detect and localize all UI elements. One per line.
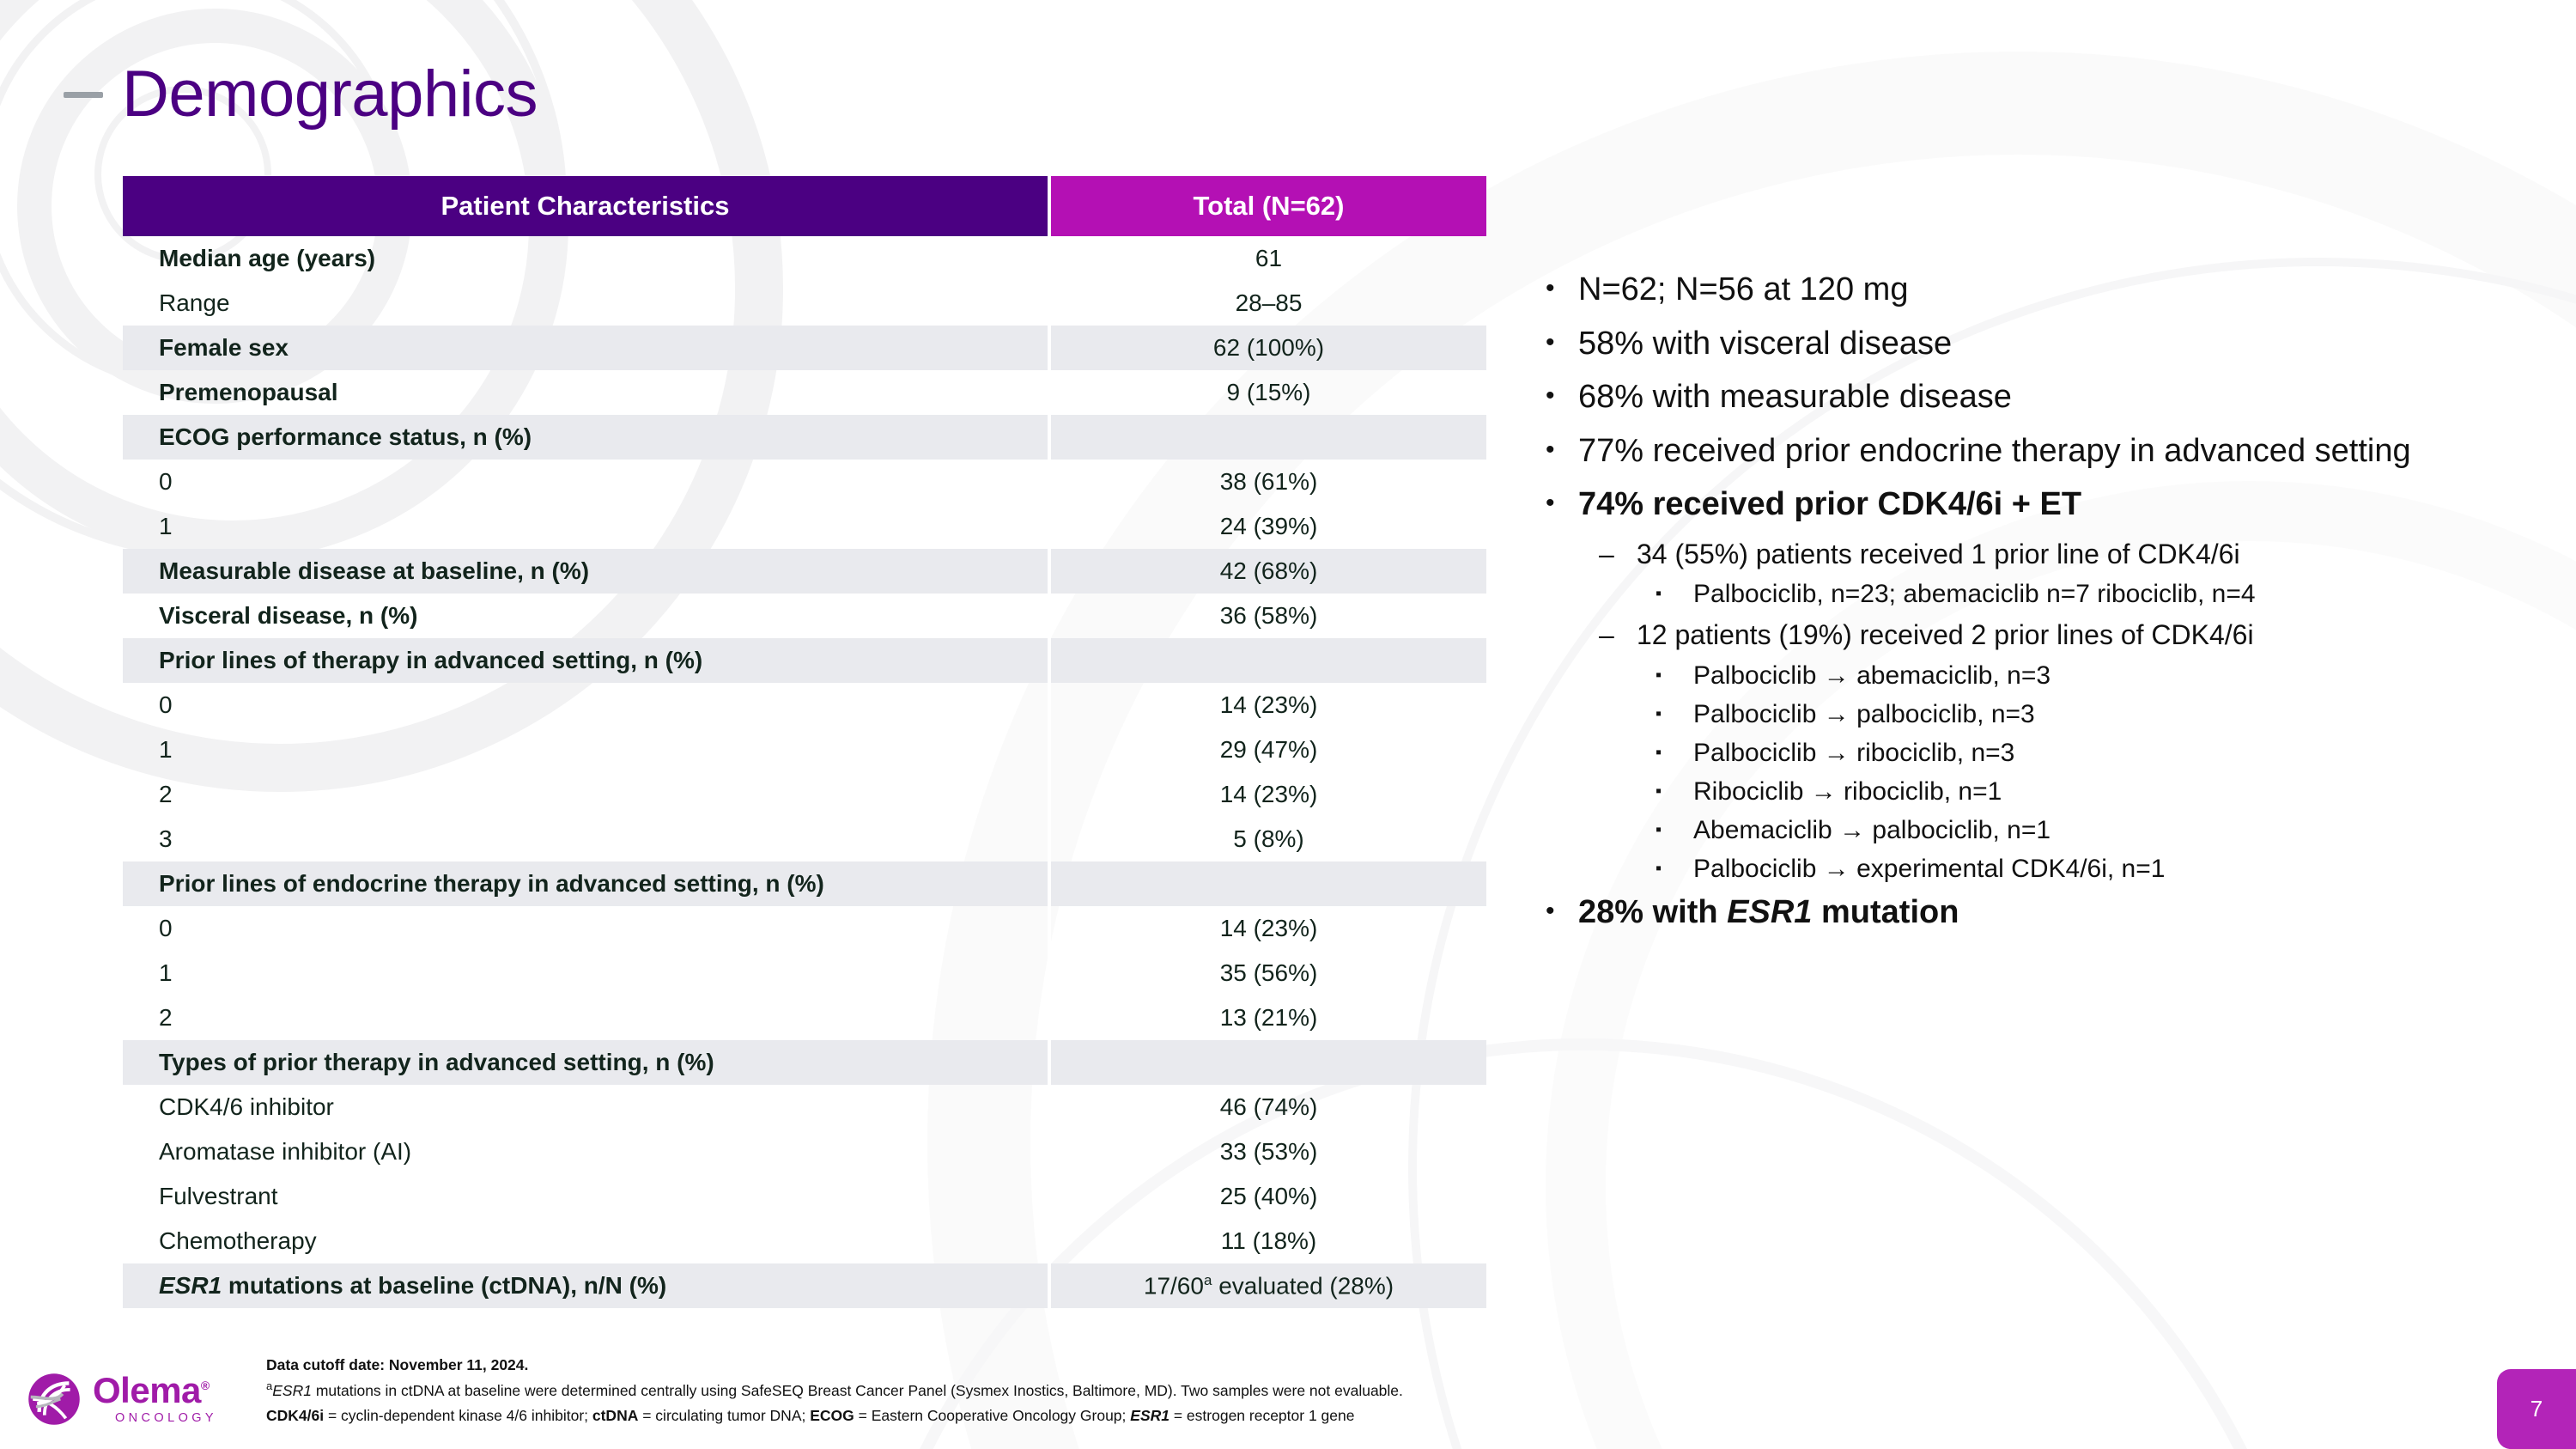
slide-title-row [64,58,538,131]
table-row [123,817,1486,861]
table-cell-value: 13 (21%) [1048,995,1486,1040]
bullet-text: Palbociclib, n=23; abemaciclib n=7 ribociclib, n=4 [1693,580,2256,609]
abbreviation-definition: = Eastern Cooperative Oncology Group; [854,1406,1131,1424]
table-row [123,326,1486,370]
bullet-item-level-3 [1656,852,2516,886]
bullet-text: 77% received prior endocrine therapy in advanced setting [1578,432,2411,469]
dash-icon [64,92,103,98]
table-cell-value: 9 (15%) [1048,370,1486,415]
bullet-text: Palbociclib → palbociclib, n=3 [1693,699,2035,728]
bullet-marker-icon: • [1546,381,1555,411]
brand-subtitle: ONCOLOGY [115,1411,217,1426]
table-cell-label: Visceral disease, n (%) [159,602,418,629]
column-header-characteristics: Patient Characteristics [123,176,1048,236]
bullet-marker-icon: ▪ [1656,665,1662,685]
bullet-marker-icon: ▪ [1656,742,1662,762]
bullet-marker-icon: – [1599,619,1614,651]
table-row [123,638,1486,683]
table-cell-value [1048,1040,1486,1085]
table-cell-label: 1 [159,959,173,986]
table-cell-label: Median age (years) [159,245,376,271]
bullet-text: Palbociclib → experimental CDK4/6i, n=1 [1693,854,2166,883]
table-cell-label: 2 [159,781,173,807]
table-cell-value: 42 (68%) [1048,549,1486,594]
table-cell-label: Fulvestrant [159,1183,278,1209]
olema-mark-icon [27,1373,81,1426]
table-cell-label: ECOG performance status, n (%) [123,415,1048,460]
page-title: Demographics [122,58,538,131]
table-row [123,1263,1486,1308]
abbreviation-term: ECOG [810,1406,854,1424]
bullet-item-level-1 [1546,375,2516,419]
bullet-item-level-2 [1599,618,2516,654]
table-row [123,683,1486,728]
abbreviation-term: ESR1 [1130,1406,1170,1424]
bullet-item-level-1 [1546,429,2516,473]
table-cell-value: 24 (39%) [1048,504,1486,549]
bullet-text: N=62; N=56 at 120 mg [1578,271,1909,307]
olema-wordmark [93,1369,217,1426]
bullet-item-level-3 [1656,697,2516,731]
demographics-table [123,176,1486,1308]
bullet-text: Palbociclib → abemaciclib, n=3 [1693,661,2051,690]
table-cell-value: 14 (23%) [1048,906,1486,951]
table-row [123,1085,1486,1129]
table-cell-value: 33 (53%) [1048,1129,1486,1174]
bullet-item-level-3 [1656,736,2516,770]
bullet-text: 12 patients (19%) received 2 prior lines of CDK4/6i [1637,619,2254,651]
table-cell-value: 25 (40%) [1048,1174,1486,1219]
footnote-abbreviations [266,1403,1726,1428]
table-row [123,861,1486,906]
demographics-table-wrapper [123,176,1486,1308]
olema-oncology-logo [27,1369,217,1426]
bullet-marker-icon: ▪ [1656,819,1662,839]
table-row [123,236,1486,281]
table-row [123,1174,1486,1219]
table-row [123,370,1486,415]
table-cell-label: 3 [159,825,173,852]
table-row [123,415,1486,460]
table-cell-value: 28–85 [1048,281,1486,326]
abbreviation-definition: = circulating tumor DNA; [638,1406,811,1424]
footnote-esr1-method: $^a$ESR1 mutations in ctDNA at baseline were determined centrally using SafeSEQ Breast Cancer Panel (Sysmex Inostics, Baltimore, MD). Two samples were not evaluable. [266,1379,1403,1400]
table-cell-value: 62 (100%) [1048,326,1486,370]
bullet-item-level-2 [1599,537,2516,573]
bullet-item-level-3 [1656,813,2516,847]
table-row [123,594,1486,638]
table-cell-label: Types of prior therapy in advanced setting, n (%) [123,1040,1048,1085]
bullet-marker-icon: • [1546,896,1555,925]
table-cell-value [1048,415,1486,460]
table-cell-value [1048,861,1486,906]
table-row [123,504,1486,549]
table-row [123,995,1486,1040]
bullet-marker-icon: ▪ [1656,781,1662,801]
column-header-total: Total (N=62) [1048,176,1486,236]
table-row [123,772,1486,817]
bullet-marker-icon: • [1546,274,1555,302]
table-row [123,1040,1486,1085]
bullet-marker-icon: – [1599,538,1614,569]
table-cell-label: Aromatase inhibitor (AI) [159,1138,412,1165]
table-cell-label: Range [159,289,230,316]
table-cell-label: Prior lines of therapy in advanced setting, n (%) [123,638,1048,683]
table-cell-value: 29 (47%) [1048,728,1486,772]
table-cell-label: 0 [159,691,173,718]
table-row [123,1219,1486,1263]
table-cell-label: 0 [159,915,173,941]
bullet-marker-icon: ▪ [1656,858,1662,878]
table-cell-value: 11 (18%) [1048,1219,1486,1263]
table-cell-label: 0 [159,468,173,495]
table-cell-value: 46 (74%) [1048,1085,1486,1129]
table-row [123,549,1486,594]
summary-bullet-list [1546,268,2516,944]
table-cell-value: 35 (56%) [1048,951,1486,995]
table-row [123,281,1486,326]
table-cell-label: Prior lines of endocrine therapy in advanced setting, n (%) [123,861,1048,906]
table-cell-value: 38 (61%) [1048,460,1486,504]
table-cell-label: Female sex [123,326,1048,370]
abbreviation-definition: = cyclin-dependent kinase 4/6 inhibitor; [324,1406,592,1424]
table-cell-value: 5 (8%) [1048,817,1486,861]
table-cell-value: 17/60$^a$ evaluated (28%) [1048,1263,1486,1308]
brand-name: Olema® [93,1369,210,1410]
bullet-text: 28% with ESR1 mutation [1578,893,1959,930]
table-row [123,728,1486,772]
bullet-item-level-1 [1546,891,2516,935]
bullet-marker-icon: • [1546,489,1555,518]
abbreviation-term: ctDNA [592,1406,639,1424]
table-row [123,1129,1486,1174]
bullet-text: Palbociclib → ribociclib, n=3 [1693,738,2015,767]
table-cell-label: Chemotherapy [159,1227,317,1254]
table-body [123,236,1486,1308]
bullet-item-level-1 [1546,268,2516,312]
bullet-text: Abemaciclib → palbociclib, n=1 [1693,815,2051,844]
page-number-badge: 7 [2497,1369,2576,1449]
bullet-item-level-1 [1546,322,2516,366]
bullet-marker-icon: ▪ [1656,703,1662,723]
table-cell-label: ESR1 mutations at baseline (ctDNA), n/N (%) [123,1263,1048,1308]
table-cell-value: 36 (58%) [1048,594,1486,638]
bullet-marker-icon: ▪ [1656,584,1662,604]
table-cell-value: 61 [1048,236,1486,281]
bullet-item-level-3 [1656,577,2516,611]
table-cell-value [1048,638,1486,683]
table-cell-value: 14 (23%) [1048,683,1486,728]
abbreviation-definition: = estrogen receptor 1 gene [1169,1406,1355,1424]
table-cell-label: Measurable disease at baseline, n (%) [123,549,1048,594]
abbreviation-term: CDK4/6i [266,1406,325,1424]
table-row [123,951,1486,995]
table-cell-label: 2 [159,1004,173,1031]
table-cell-label: 1 [159,513,173,539]
table-cell-label: Premenopausal [159,379,338,405]
bullet-text: 74% received prior CDK4/6i + ET [1578,486,2082,523]
table-cell-label: CDK4/6 inhibitor [159,1093,334,1120]
bullet-marker-icon: • [1546,435,1555,464]
table-row [123,906,1486,951]
bullet-text: 68% with measurable disease [1578,379,2012,416]
bullet-item-level-3 [1656,659,2516,692]
footnotes [266,1353,1726,1428]
table-cell-value: 14 (23%) [1048,772,1486,817]
bullet-item-level-3 [1656,775,2516,808]
bullet-text: 58% with visceral disease [1578,325,1953,362]
bullet-text: 34 (55%) patients received 1 prior line of CDK4/6i [1637,538,2240,569]
table-cell-label: 1 [159,736,173,763]
table-header-row [123,176,1486,236]
bullet-text: Ribociclib → ribociclib, n=1 [1693,776,2002,806]
bullet-marker-icon: • [1546,327,1555,356]
bullet-item-level-1 [1546,483,2516,527]
footnote-data-cutoff: Data cutoff date: November 11, 2024. [266,1356,529,1373]
table-row [123,460,1486,504]
